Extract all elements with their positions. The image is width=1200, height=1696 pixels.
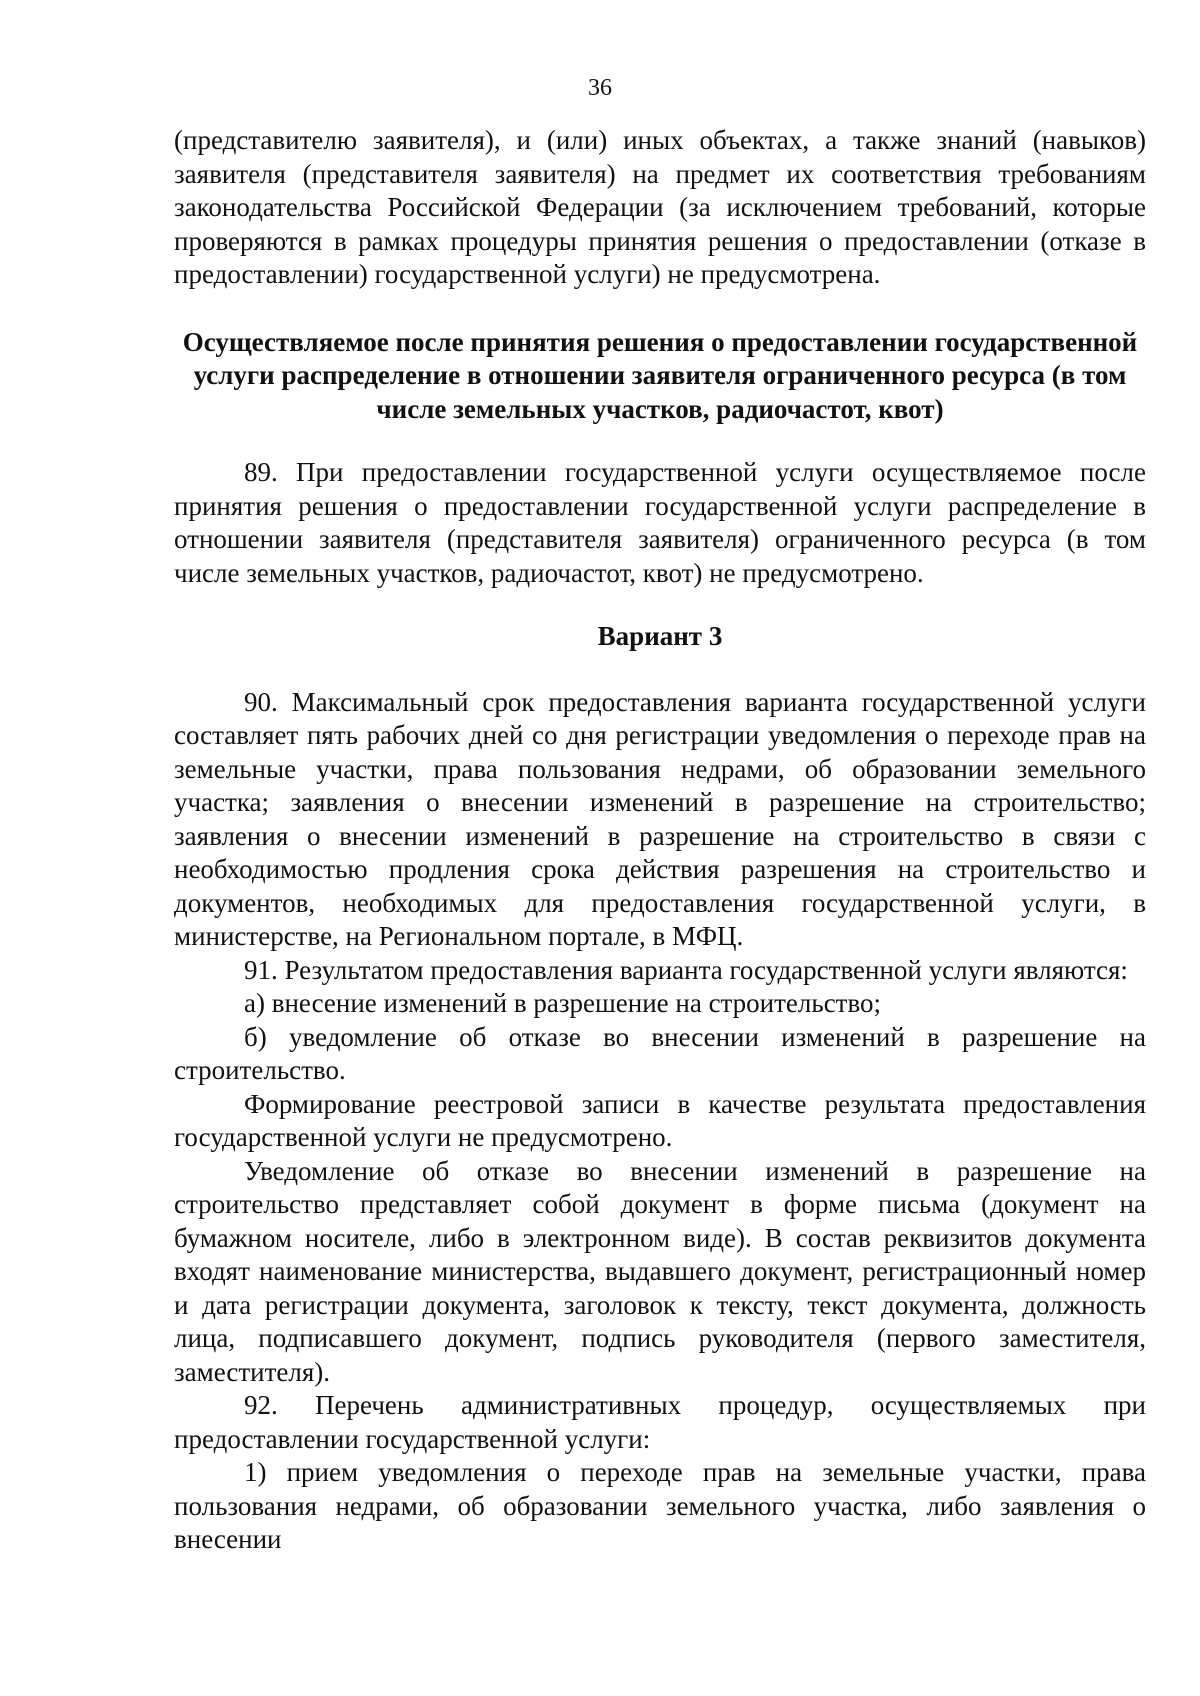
page-number: 36 (588, 75, 612, 101)
paragraph-91-registry-record: Формирование реестровой записи в качестве результата предоставления государственной услуги не предусмотрено. (174, 1088, 1146, 1152)
paragraph-92-item-1: 1) прием уведомления о переходе прав на земельные участки, права пользования недрами, об образовании земельного участка, либо заявления о внесении (174, 1457, 1146, 1554)
section-heading-resource-distribution: Осуществляемое после принятия решения о предоставлении государственной услуги распределение в отношении заявителя ограниченного ресурса (в том числе земельных участков, радиочастот, квот) (182, 326, 1138, 424)
paragraph-92: 92. Перечень административных процедур, осуществляемых при предоставлении государственной услуги: (174, 1390, 1146, 1454)
paragraph-91-b: б) уведомление об отказе во внесении изменений в разрешение на строительство. (174, 1021, 1146, 1085)
section-heading-variant-3: Вариант 3 (597, 621, 723, 651)
document-body (174, 124, 1146, 1557)
paragraph-91: 91. Результатом предоставления варианта государственной услуги являются: (244, 954, 1128, 985)
paragraph-89: 89. При предоставлении государственной услуги осуществляемое после принятия решения о предоставлении государственной услуги распределение в отношении заявителя (представителя заявителя) ограниченного ресурса (в том числе земельных участков, радиочастот, квот) не предусмотрено. (174, 457, 1146, 588)
paragraph-91-a: а) внесение изменений в разрешение на строительство; (244, 988, 882, 1018)
paragraph-intro: (представителю заявителя), и (или) иных объектах, а также знаний (навыков) заявителя (представителя заявителя) на предмет их соответствия требованиям законодательства Российской Федерации (за исключением требований, которые проверяются в рамках процедуры принятия решения о предоставлении (отказе в предоставлении) государственной услуги) не предусмотрена. (174, 125, 1146, 289)
paragraph-90: 90. Максимальный срок предоставления варианта государственной услуги составляет пять рабочих дней со дня регистрации уведомления о переходе прав на земельные участки, права пользования недрами, об образовании земельного участка; заявления о внесении изменений в разрешение на строительство; заявления о внесении изменений в разрешение на строительство в связи с необходимостью продления срока действия разрешения на строительство и документов, необходимых для предоставления государственной услуги, в министерстве, на Региональном портале, в МФЦ. (174, 686, 1146, 951)
paragraph-91-refusal-notice: Уведомление об отказе во внесении изменений в разрешение на строительство представляет собой документ в форме письма (документ на бумажном носителе, либо в электронном виде). В состав реквизитов документа входят наименование министерства, выдавшего документ, регистрационный номер и дата регистрации документа, заголовок к тексту, текст документа, должность лица, подписавшего документ, подпись руководителя (первого заместителя, заместителя). (174, 1155, 1146, 1387)
